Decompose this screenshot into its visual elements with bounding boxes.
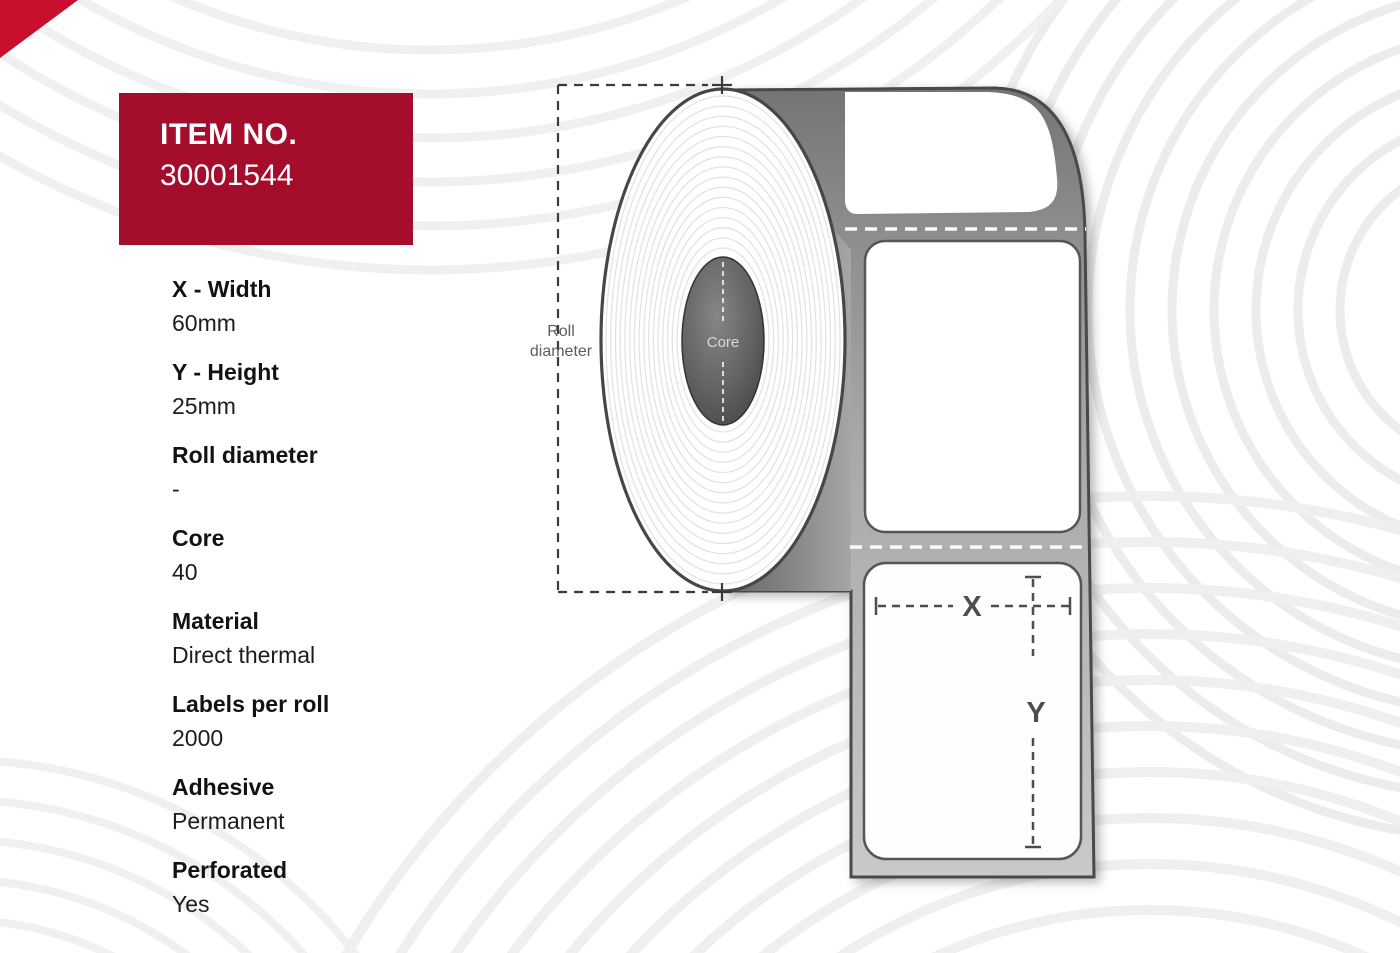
corner-triangle bbox=[0, 0, 78, 58]
spec-label: X - Width bbox=[172, 276, 272, 302]
spec-label: Roll diameter bbox=[172, 442, 318, 468]
spec-item bbox=[172, 440, 502, 504]
roll-diameter-label: diameter bbox=[529, 343, 593, 360]
item-badge-value: 30001544 bbox=[160, 159, 294, 192]
item-badge-label: ITEM NO. bbox=[160, 118, 298, 151]
spec-label: Core bbox=[172, 525, 225, 551]
label-roll bbox=[601, 89, 845, 591]
core-label: Core bbox=[706, 334, 740, 351]
spec-value: 25mm bbox=[172, 393, 236, 419]
background-wave-line bbox=[1340, 160, 1400, 460]
spec-item bbox=[172, 274, 502, 338]
spec-value: - bbox=[172, 476, 180, 502]
spec-label: Adhesive bbox=[172, 774, 275, 800]
spec-item bbox=[172, 523, 502, 587]
spec-value: Direct thermal bbox=[172, 642, 316, 668]
background-wave-line bbox=[1256, 76, 1400, 544]
label-top bbox=[845, 92, 1057, 214]
spec-value: Permanent bbox=[172, 808, 285, 834]
y-dimension-label: Y bbox=[1026, 697, 1046, 729]
spec-value: 60mm bbox=[172, 310, 236, 336]
spec-label: Material bbox=[172, 608, 259, 634]
spec-list bbox=[172, 274, 502, 938]
spec-label: Perforated bbox=[172, 857, 288, 883]
spec-label: Y - Height bbox=[172, 359, 279, 385]
spec-item bbox=[172, 772, 502, 836]
label-middle bbox=[865, 241, 1080, 532]
spec-item bbox=[172, 855, 502, 919]
spec-item bbox=[172, 606, 502, 670]
roll-diameter-label: Roll bbox=[547, 323, 575, 340]
spec-label: Labels per roll bbox=[172, 691, 330, 717]
spec-item bbox=[172, 689, 502, 753]
background-wave-line bbox=[0, 0, 1124, 94]
background-wave-line bbox=[1298, 118, 1400, 502]
item-badge bbox=[119, 93, 413, 245]
spec-value: Yes bbox=[172, 891, 210, 917]
spec-item bbox=[172, 357, 502, 421]
x-dimension-label: X bbox=[962, 591, 982, 623]
spec-value: 40 bbox=[172, 559, 198, 585]
spec-value: 2000 bbox=[172, 725, 224, 751]
